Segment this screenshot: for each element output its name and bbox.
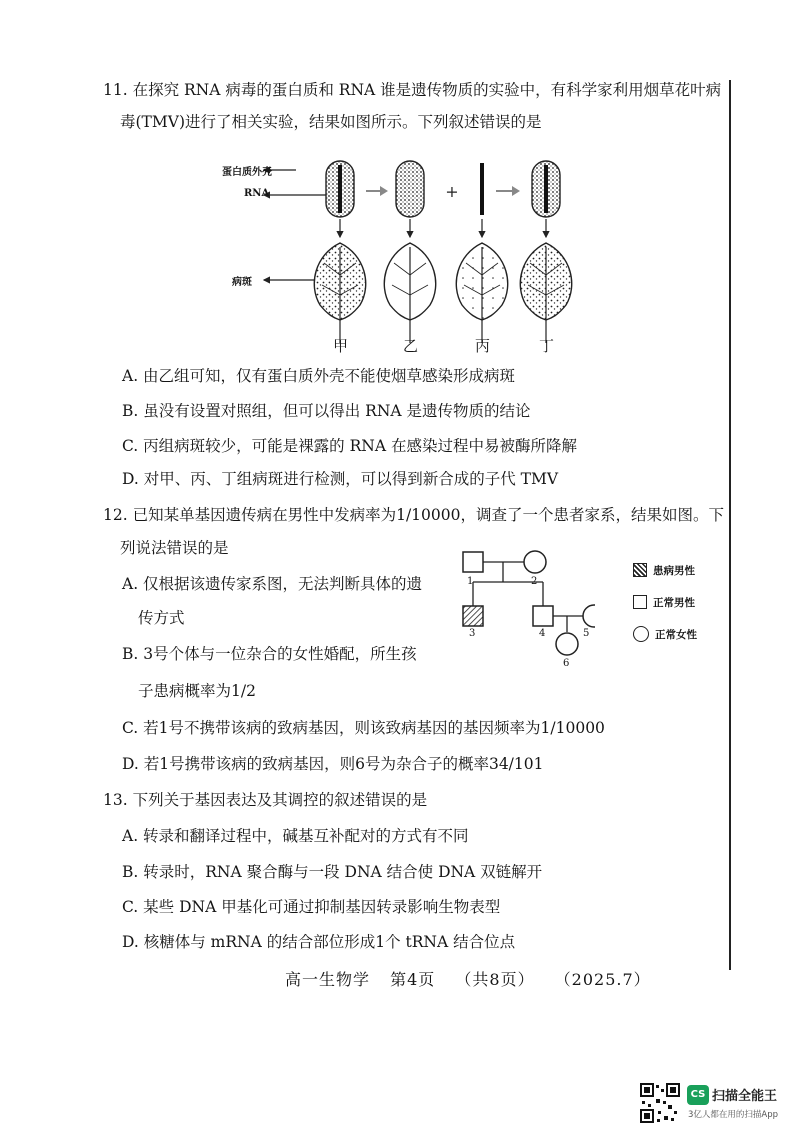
lesion-label: 病斑 [232,277,252,288]
footer-total: （共8页） [455,970,535,989]
page-footer [285,967,665,990]
q11-option-c: C. 丙组病斑较少，可能是裸露的 RNA 在感染过程中易被酶所降解 [122,437,577,455]
individual-6 [556,633,578,655]
legend-normal-female-label: 正常女性 [655,628,697,641]
q12-option-b-line2: 子患病概率为1/2 [138,682,256,700]
footer-subject: 高一生物学 [285,970,371,989]
legend-affected-male [633,560,695,580]
q11-stem-line2: 毒(TMV)进行了相关实验，结果如图所示。下列叙述错误的是 [120,113,542,131]
group-label-bing: 丙 [475,337,491,355]
q13-option-b: B. 转录时，RNA 聚合酶与一段 DNA 结合使 DNA 双链解开 [122,863,543,881]
q13-stem: 13. 下列关于基因表达及其调控的叙述错误的是 [103,791,428,809]
q11-option-d: D. 对甲、丙、丁组病斑进行检测，可以得到新合成的子代 TMV [122,470,559,488]
camscanner-logo: CS [687,1085,709,1105]
q13-option-d: D. 核糖体与 mRNA 的结合部位形成1个 tRNA 结合位点 [122,933,516,951]
page-margin-rule [729,80,731,970]
pedigree-chart [455,548,595,678]
individual-2 [524,551,546,573]
tmv-diagram-svg [220,155,590,355]
q12-option-b-line1: B. 3号个体与一位杂合的女性婚配，所生孩 [122,645,417,663]
group-label-ding: 丁 [539,337,555,355]
pedigree-svg [455,548,595,678]
footer-page: 第4页 [390,970,436,989]
legend-normal-male [633,592,695,612]
camscanner-tagline: 3亿人都在用的扫描App [688,1110,779,1120]
q11-option-a: A. 由乙组可知，仅有蛋白质外壳不能使烟草感染形成病斑 [122,367,516,385]
q11-option-b: B. 虽没有设置对照组，但可以得出 RNA 是遗传物质的结论 [122,402,531,420]
camscanner-brand: 扫描全能王 [712,1089,778,1104]
pedigree-id-4: 4 [539,628,546,639]
q12-option-d: D. 若1号携带该病的致病基因，则6号为杂合子的概率34/101 [122,755,544,773]
q12-option-a-line1: A. 仅根据该遗传家系图，无法判断具体的遗 [122,575,423,593]
plus-sign: + [445,182,459,201]
footer-date: （2025.7） [554,970,651,989]
leaf-bing [456,243,507,343]
individual-3 [463,606,483,626]
leaf-yi [384,243,435,343]
rna-label: RNA [244,188,270,199]
capsid-yi [396,161,424,217]
legend-affected-male-label: 患病男性 [653,564,695,577]
pedigree-id-3: 3 [469,628,476,639]
tmv-experiment-figure [220,155,590,355]
group-label-jia: 甲 [333,337,349,355]
individual-5 [583,605,595,627]
pedigree-id-6: 6 [563,658,570,669]
pedigree-id-5: 5 [583,628,590,639]
q12-stem-line2: 列说法错误的是 [120,539,229,557]
q13-option-a: A. 转录和翻译过程中，碱基互补配对的方式有不同 [122,827,469,845]
individual-4 [533,606,553,626]
legend-normal-male-label: 正常男性 [653,596,695,609]
q11-stem-line1: 11. 在探究 RNA 病毒的蛋白质和 RNA 谁是遗传物质的实验中，有科学家利用烟草花叶病 [103,81,722,99]
legend-normal-female [633,624,697,644]
leaf-jia [314,243,365,343]
arrow-to-yi [366,186,388,196]
affected-male-symbol [633,563,647,577]
individual-1 [463,552,483,572]
q13-option-c: C. 某些 DNA 甲基化可通过抑制基因转录影响生物表型 [122,898,501,916]
arrow-to-ding [496,186,520,196]
q12-option-c: C. 若1号不携带该病的致病基因，则该致病基因的基因频率为1/10000 [122,719,605,737]
normal-female-symbol [633,626,649,642]
virion-jia [326,161,354,217]
q12-stem-line1: 12. 已知某单基因遗传病在男性中发病率为1/10000，调查了一个患者家系，结果如图。下 [103,506,724,524]
pedigree-id-2: 2 [531,576,538,587]
qr-code-icon [640,1083,680,1123]
q12-option-a-line2: 传方式 [138,609,185,627]
virion-ding [532,161,560,217]
leaf-ding [520,243,571,343]
group-label-yi: 乙 [403,337,419,355]
normal-male-symbol [633,595,647,609]
capsid-label: 蛋白质外壳 [222,167,272,178]
pedigree-id-1: 1 [467,576,474,587]
